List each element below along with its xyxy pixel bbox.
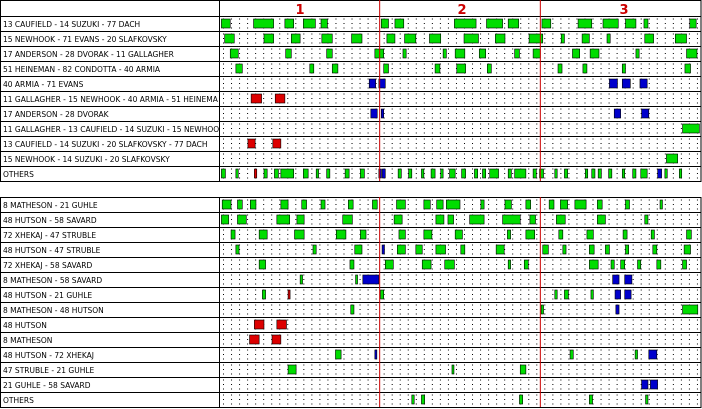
shift-bar — [508, 169, 511, 178]
shift-bar — [555, 169, 557, 178]
shift-bar — [687, 230, 692, 239]
shift-bar — [616, 305, 619, 314]
shift-bar — [507, 230, 510, 239]
shift-bar — [455, 230, 462, 239]
shift-bar — [387, 34, 395, 43]
line-label: 13 CAUFIELD - 14 SUZUKI - 77 DACH — [3, 20, 141, 29]
line-label: 8 MATHESON - 58 SAVARD — [3, 276, 103, 285]
shift-bar — [310, 64, 314, 73]
shift-bar — [424, 200, 430, 209]
shift-bar — [607, 34, 610, 43]
shift-bar — [295, 230, 305, 239]
shift-bar — [582, 34, 589, 43]
shift-bar — [332, 64, 338, 73]
shift-bar — [380, 290, 383, 299]
shift-bar — [248, 139, 255, 148]
shift-bar — [487, 64, 491, 73]
shift-bar — [526, 200, 531, 209]
shift-bar — [526, 230, 535, 239]
shift-bar — [649, 350, 657, 359]
shift-bar — [481, 200, 484, 209]
shift-bar — [443, 49, 446, 58]
shift-bar — [622, 169, 624, 178]
shift-bar — [222, 200, 231, 209]
shift-bar — [645, 215, 648, 224]
shift-bar — [464, 34, 478, 43]
shift-bar — [625, 245, 628, 254]
shift-bar — [450, 169, 456, 178]
shift-bar — [221, 19, 230, 28]
shift-bar — [264, 169, 267, 178]
shift-bar — [611, 260, 614, 269]
shift-bar — [482, 169, 485, 178]
shift-bar — [614, 109, 620, 118]
shift-bar — [237, 215, 246, 224]
line-label: 48 HUTSON - 58 SAVARD — [3, 216, 97, 225]
shift-bar — [508, 260, 510, 269]
shift-bar — [515, 169, 526, 178]
shift-bar — [520, 365, 526, 374]
shift-bar — [683, 260, 687, 269]
line-label: 17 ANDERSON - 28 DVORAK - 11 GALLAGHER — [3, 50, 174, 59]
shift-bar — [288, 365, 296, 374]
shift-bar — [575, 200, 586, 209]
shift-bar — [687, 49, 697, 58]
shift-bar — [382, 245, 384, 254]
shift-bar — [291, 34, 300, 43]
shift-bar — [642, 380, 648, 389]
shift-bar — [683, 305, 698, 314]
shift-bar — [405, 34, 416, 43]
shift-bar — [609, 79, 617, 88]
line-label: 8 MATHESON - 48 HUTSON — [3, 306, 104, 315]
shift-bar — [416, 245, 422, 254]
shift-bar — [675, 34, 686, 43]
shift-bar — [642, 109, 649, 118]
shift-bar — [690, 19, 696, 28]
shift-bar — [395, 19, 404, 28]
shift-bar — [508, 19, 518, 28]
shift-bar — [556, 215, 565, 224]
shift-bar — [288, 290, 290, 299]
shift-bar — [422, 260, 431, 269]
shift-bar — [421, 395, 424, 404]
shift-bar — [350, 260, 354, 269]
shift-bar — [658, 169, 662, 178]
shift-bar — [479, 49, 485, 58]
shift-bar — [505, 200, 511, 209]
shift-bar — [412, 395, 414, 404]
shift-bar — [313, 245, 316, 254]
shift-bar — [300, 275, 302, 284]
period-2-label: 2 — [457, 3, 467, 18]
period-3-label: 3 — [619, 3, 629, 18]
shift-bar — [487, 19, 503, 28]
shift-bar — [598, 169, 601, 178]
shift-bar — [264, 34, 274, 43]
shift-bar — [321, 200, 325, 209]
shift-bar — [431, 169, 435, 178]
shift-bar — [641, 169, 647, 178]
shift-bar — [636, 49, 639, 58]
shift-bar — [503, 215, 521, 224]
shift-bar — [462, 169, 466, 178]
shift-bar — [221, 169, 225, 178]
shift-bar — [613, 275, 619, 284]
shift-bar — [590, 49, 599, 58]
shift-bar — [281, 169, 294, 178]
header-frame — [1, 1, 702, 17]
shift-bar — [651, 230, 654, 239]
shift-bar — [303, 169, 308, 178]
shift-bar — [455, 49, 465, 58]
shift-bar — [381, 19, 388, 28]
shift-bar — [597, 200, 602, 209]
shift-bar — [275, 94, 285, 103]
shift-bar — [666, 154, 677, 163]
shift-bar — [635, 350, 637, 359]
shift-bar — [589, 245, 594, 254]
shift-bar — [621, 260, 625, 269]
shift-bar — [560, 200, 567, 209]
shift-bar — [533, 169, 536, 178]
shift-bar — [421, 169, 423, 178]
shift-bar — [225, 34, 235, 43]
shift-bar — [587, 230, 593, 239]
shift-bar — [555, 290, 557, 299]
shift-bar — [424, 230, 432, 239]
line-label: 51 HEINEMAN - 82 CONDOTTA - 40 ARMIA — [3, 65, 161, 74]
shift-bar — [259, 260, 265, 269]
shift-bar — [254, 169, 256, 178]
shift-bar — [327, 49, 333, 58]
shift-bar — [541, 305, 543, 314]
shift-bar — [622, 79, 630, 88]
shift-bar — [360, 169, 364, 178]
shift-bar — [461, 245, 465, 254]
line-label: 11 GALLAGHER - 13 CAUFIELD - 14 SUZUKI - 15 NEWHOO — [3, 125, 220, 134]
shift-bar — [685, 64, 691, 73]
shift-bar — [398, 169, 401, 178]
shift-bar — [645, 34, 654, 43]
shift-bar — [549, 200, 554, 209]
shift-bar — [603, 19, 618, 28]
shift-bar — [638, 260, 641, 269]
shift-bar — [435, 64, 440, 73]
shift-bar — [650, 380, 657, 389]
shift-bar — [564, 169, 567, 178]
shift-bar — [369, 79, 375, 88]
shift-bar — [321, 19, 327, 28]
shift-bar — [303, 19, 315, 28]
line-label: 48 HUTSON - 72 XHEKAJ — [3, 351, 94, 360]
shift-bar — [515, 49, 520, 58]
shift-bar — [585, 169, 587, 178]
period-1-label: 1 — [295, 3, 305, 18]
shift-bar — [335, 350, 341, 359]
shift-bar — [542, 19, 551, 28]
line-label: 11 GALLAGHER - 15 NEWHOOK - 40 ARMIA - 51 HEINEMA — [3, 95, 218, 104]
shift-bar — [399, 230, 405, 239]
shift-bar — [437, 200, 443, 209]
shift-bar — [625, 200, 629, 209]
shift-bar — [625, 275, 632, 284]
shift-bar — [558, 64, 562, 73]
shift-bar — [277, 215, 290, 224]
line-label: 72 XHEKAJ - 58 SAVARD — [3, 261, 93, 270]
shift-bar — [657, 260, 661, 269]
shift-bar — [470, 215, 484, 224]
line-label: OTHERS — [3, 170, 34, 179]
shift-bar — [327, 169, 330, 178]
shift-bar — [436, 215, 444, 224]
shift-bar — [316, 169, 318, 178]
shift-bar — [625, 19, 635, 28]
shift-bar — [250, 200, 256, 209]
line-label: 48 HUTSON - 21 GUHLE — [3, 291, 93, 300]
line-label: 48 HUTSON — [3, 321, 47, 330]
shift-bar — [570, 350, 573, 359]
shift-bar — [251, 94, 261, 103]
shift-bar — [592, 169, 595, 178]
line-label: 17 ANDERSON - 28 DVORAK — [3, 110, 109, 119]
line-label: OTHERS — [3, 396, 34, 405]
shift-bar — [609, 169, 612, 178]
shift-bar — [230, 49, 238, 58]
shift-bar — [543, 245, 549, 254]
shift-bar — [646, 395, 648, 404]
shift-bar — [397, 245, 405, 254]
shift-bar — [665, 169, 667, 178]
shift-bar — [382, 169, 385, 178]
shift-bar — [352, 34, 362, 43]
shift-bar — [448, 215, 454, 224]
shift-bar — [519, 395, 522, 404]
shift-bar — [262, 290, 265, 299]
shift-bar — [360, 230, 366, 239]
shift-bar — [221, 215, 228, 224]
shift-bar — [683, 124, 700, 133]
line-label: 40 ARMIA - 71 EVANS — [3, 80, 84, 89]
shift-bar — [343, 215, 353, 224]
shift-bar — [355, 245, 362, 254]
shift-bar — [597, 215, 605, 224]
shift-bar — [236, 245, 239, 254]
shift-bar — [446, 200, 460, 209]
shift-bar — [561, 34, 564, 43]
shift-bar — [436, 245, 446, 254]
shift-bar — [454, 19, 476, 28]
shift-bar — [273, 139, 281, 148]
shift-bar — [564, 290, 568, 299]
shift-bar — [363, 275, 379, 284]
shift-bar — [578, 19, 592, 28]
shift-bar — [336, 230, 346, 239]
shift-bar — [403, 49, 406, 58]
line-label: 8 MATHESON — [3, 336, 53, 345]
shift-bar — [381, 109, 383, 118]
shift-bar — [371, 109, 377, 118]
shift-bar — [372, 200, 377, 209]
shift-bar — [445, 260, 455, 269]
shift-bar — [297, 215, 304, 224]
shift-bar — [524, 260, 528, 269]
line-label: 47 STRUBLE - 21 GUHLE — [3, 366, 95, 375]
shift-bar — [254, 320, 264, 329]
shift-bar — [679, 169, 681, 178]
shift-bar — [302, 200, 307, 209]
shift-bar — [605, 245, 609, 254]
shift-bar — [559, 230, 563, 239]
shift-bar — [615, 290, 621, 299]
shift-bar — [286, 49, 292, 58]
shift-bar — [429, 34, 440, 43]
shift-bar — [236, 169, 238, 178]
shift-bar — [236, 64, 242, 73]
shift-bar — [572, 49, 579, 58]
shift-bar — [533, 49, 540, 58]
shift-bar — [452, 365, 454, 374]
shift-bar — [496, 245, 504, 254]
shift-bar — [322, 34, 332, 43]
line-label: 15 NEWHOOK - 71 EVANS - 20 SLAFKOVSKY — [3, 35, 167, 44]
shift-bar — [237, 200, 242, 209]
shift-bar — [589, 260, 598, 269]
shift-bar — [457, 64, 466, 73]
shift-bar — [272, 335, 281, 344]
shift-bar — [623, 230, 627, 239]
shift-bar — [474, 169, 477, 178]
shift-bar — [622, 64, 625, 73]
shift-bar — [274, 169, 278, 178]
shift-bar — [644, 19, 648, 28]
shift-bar — [254, 19, 274, 28]
shift-bar — [660, 200, 662, 209]
shift-bar — [633, 169, 636, 178]
shift-bar — [277, 320, 287, 329]
shift-bar — [589, 395, 592, 404]
shift-bar — [530, 215, 536, 224]
shift-bar — [384, 64, 389, 73]
shift-bar — [285, 19, 294, 28]
shift-bar — [490, 169, 499, 178]
shift-bar — [591, 290, 593, 299]
shift-bar — [345, 169, 349, 178]
shift-bar — [250, 335, 260, 344]
shift-bar — [351, 305, 354, 314]
shift-bar — [385, 260, 393, 269]
shift-bar — [441, 169, 443, 178]
shift-bar — [495, 34, 505, 43]
line-label: 15 NEWHOOK - 14 SUZUKI - 20 SLAFKOVSKY — [3, 155, 170, 164]
shift-bar — [684, 245, 690, 254]
shift-bar — [356, 275, 358, 284]
shift-bar — [625, 290, 631, 299]
line-label: 8 MATHESON - 21 GUHLE — [3, 201, 98, 210]
shift-bar — [640, 79, 647, 88]
shift-bar — [375, 350, 377, 359]
shift-bar — [231, 230, 235, 239]
shift-bar — [394, 215, 402, 224]
shift-bar — [409, 169, 412, 178]
shift-bar — [563, 245, 566, 254]
line-label: 13 CAUFIELD - 14 SUZUKI - 20 SLAFKOVSKY - 77 DACH — [3, 140, 208, 149]
shift-bar — [397, 200, 406, 209]
shift-bar — [653, 245, 657, 254]
shift-bar — [348, 200, 353, 209]
line-label: 48 HUTSON - 47 STRUBLE — [3, 246, 101, 255]
shift-bar — [583, 64, 587, 73]
line-label: 21 GUHLE - 58 SAVARD — [3, 381, 91, 390]
shift-bar — [259, 230, 267, 239]
shift-bar — [281, 200, 288, 209]
line-label: 72 XHEKAJ - 47 STRUBLE — [3, 231, 97, 240]
